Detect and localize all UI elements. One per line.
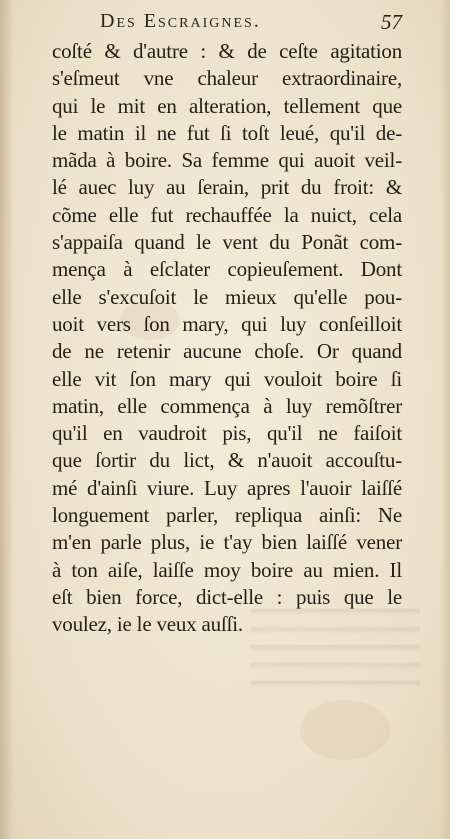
text-line: uoit vers ſon mary, qui luy conſeilloit xyxy=(52,311,402,336)
text-line: mãda à boire. Sa femme qui auoit veil- xyxy=(52,148,402,173)
text-line: s'appaiſa quand le vent du Ponãt com- xyxy=(52,230,402,255)
body-text xyxy=(52,38,402,639)
text-line: voulez, ie le veux auſſi. xyxy=(52,612,243,637)
text-line: m'en parle plus, ie t'ay bien laiſſé vener xyxy=(52,530,402,555)
page-edge-shadow xyxy=(440,0,450,839)
text-line: à ton aiſe, laiſſe moy boire au mien. Il xyxy=(52,557,402,582)
text-line: cõme elle fut rechauffée la nuict, cela xyxy=(52,202,402,227)
text-line: elle s'excuſoit le mieux qu'elle pou- xyxy=(52,284,402,309)
page-header xyxy=(52,8,402,38)
text-line: eſt bien force, dict-elle : puis que le xyxy=(52,584,402,609)
text-line: de ne retenir aucune choſe. Or quand xyxy=(52,339,402,364)
text-line: coſté & d'autre : & de ceſte agitation xyxy=(52,39,402,63)
text-line: longuement parler, repliqua ainſi: Ne xyxy=(52,503,402,528)
text-line: le matin il ne fut ſi toſt leué, qu'il de- xyxy=(52,120,402,145)
paper-stain xyxy=(300,700,390,760)
text-line: qui le mit en alteration, tellement que xyxy=(52,93,402,118)
page-gutter-shadow xyxy=(0,0,14,839)
text-line: mença à eſclater copieuſement. Dont xyxy=(52,257,402,282)
text-line: que ſortir du lict, & n'auoit accouſtu- xyxy=(52,448,402,473)
text-line: matin, elle commença à luy remõſtrer xyxy=(52,393,402,418)
text-line: elle vit ſon mary qui vouloit boire ſi xyxy=(52,366,402,391)
text-line: s'eſmeut vne chaleur extraordinaire, xyxy=(52,66,402,91)
text-line: lé auec luy au ſerain, prit du froit: & xyxy=(52,175,402,200)
show-through-text xyxy=(250,598,420,688)
text-line: mé d'ainſi viure. Luy apres l'auoir laiſſé xyxy=(52,475,402,500)
page-number: 57 xyxy=(381,10,402,34)
running-title: Des Escraignes. xyxy=(100,10,261,32)
text-line: qu'il en vaudroit pis, qu'il ne faiſoit xyxy=(52,421,402,446)
